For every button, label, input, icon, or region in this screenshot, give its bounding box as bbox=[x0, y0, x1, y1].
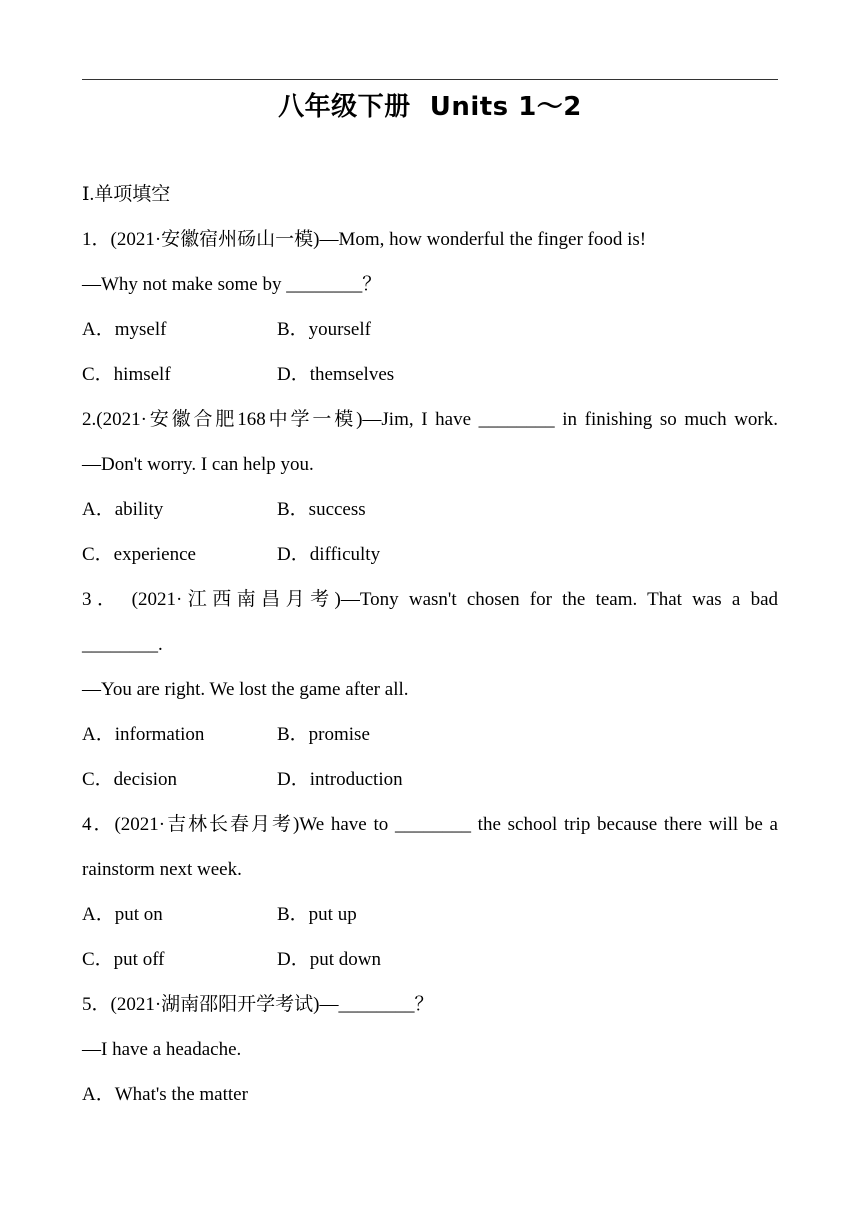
question-1-stem: 1．(2021·安徽宿州砀山一模)—Mom, how wonderful the finger food is! bbox=[82, 229, 647, 250]
question-3-response: —You are right. We lost the game after all. bbox=[82, 679, 409, 700]
section-heading: Ⅰ.单项填空 bbox=[82, 184, 171, 205]
question-2-option-d: D．difficulty bbox=[277, 544, 381, 565]
question-4-option-b: B．put up bbox=[277, 904, 357, 925]
question-4-stem: 4．(2021·吉林长春月考)We have to ________ the school trip because there will be a bbox=[82, 814, 778, 835]
question-2-response: —Don't worry. I can help you. bbox=[82, 454, 314, 475]
question-4-option-d: D．put down bbox=[277, 949, 381, 970]
header-rule bbox=[82, 79, 778, 80]
question-1-option-c: C．himself bbox=[82, 364, 171, 385]
question-3-option-a: A．information bbox=[82, 724, 205, 745]
question-2-stem: 2.(2021·安徽合肥168中学一模)—Jim, I have ________ in finishing so much work. bbox=[82, 409, 778, 430]
question-2-option-b: B．success bbox=[277, 499, 366, 520]
question-1-option-a: A．myself bbox=[82, 319, 167, 340]
question-5-stem: 5．(2021·湖南邵阳开学考试)—________？ bbox=[82, 994, 434, 1015]
question-5-option-a: A．What's the matter bbox=[82, 1084, 248, 1105]
question-3-stem-continued: ________. bbox=[82, 634, 163, 655]
question-4-option-c: C．put off bbox=[82, 949, 165, 970]
page-title: 八年级下册 Units 1～2 bbox=[278, 92, 582, 122]
question-1-option-b: B．yourself bbox=[277, 319, 371, 340]
question-3-option-c: C．decision bbox=[82, 769, 177, 790]
question-4-stem-continued: rainstorm next week. bbox=[82, 859, 242, 880]
question-1-response: —Why not make some by ________？ bbox=[82, 274, 382, 295]
question-2-option-a: A．ability bbox=[82, 499, 164, 520]
question-3-option-b: B．promise bbox=[277, 724, 370, 745]
question-2-option-c: C．experience bbox=[82, 544, 196, 565]
question-5-response: —I have a headache. bbox=[82, 1039, 242, 1060]
question-3-option-d: D．introduction bbox=[277, 769, 403, 790]
question-4-option-a: A．put on bbox=[82, 904, 163, 925]
question-1-option-d: D．themselves bbox=[277, 364, 395, 385]
question-3-stem: 3． (2021·江西南昌月考)—Tony wasn't chosen for the team. That was a bad bbox=[82, 589, 778, 610]
